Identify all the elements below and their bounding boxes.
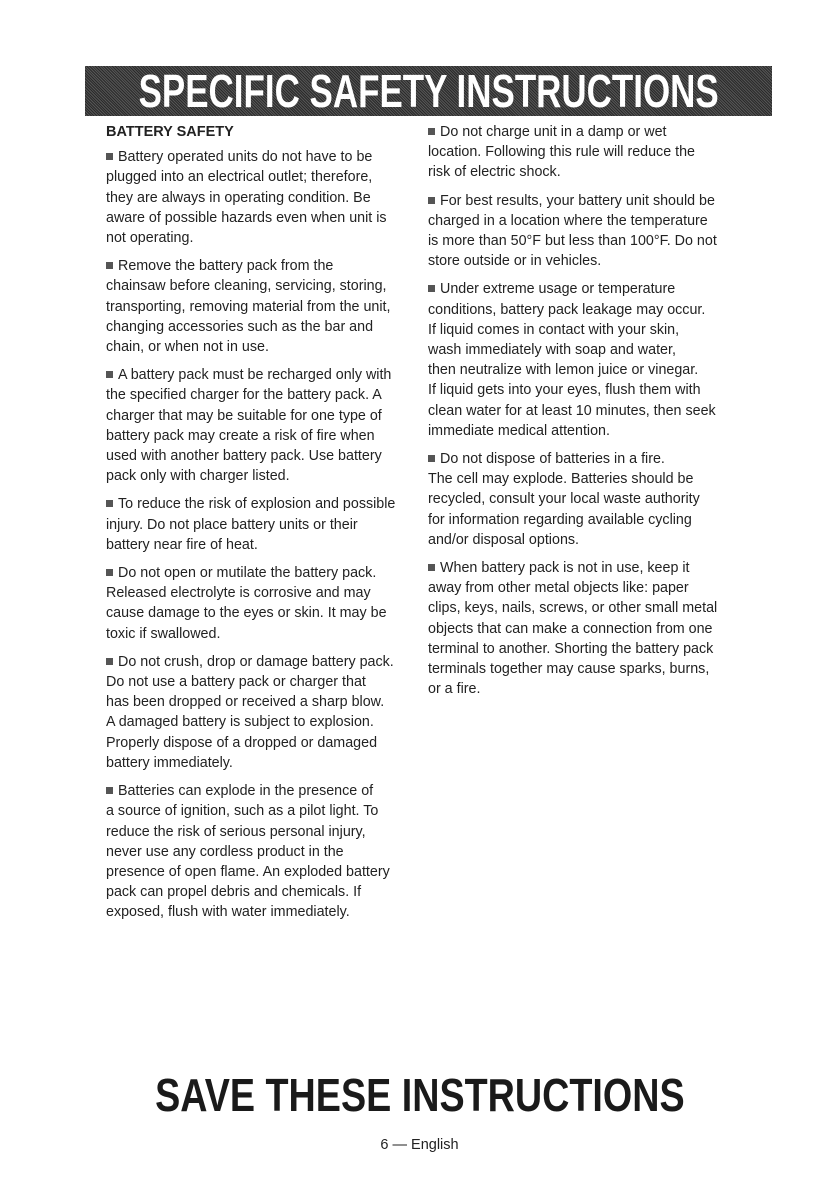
text-line: cause damage to the eyes or skin. It may be bbox=[106, 605, 387, 622]
text-line: charger that may be suitable for one type of bbox=[106, 407, 382, 424]
text-line: is more than 50°F but less than 100°F. Do not bbox=[428, 233, 717, 250]
text-line: The cell may explode. Batteries should be bbox=[428, 471, 694, 488]
text-line: Do not use a battery pack or charger that bbox=[106, 674, 366, 691]
text-line: Properly dispose of a dropped or damaged bbox=[106, 734, 378, 751]
text-line: wash immediately with soap and water, bbox=[428, 342, 676, 359]
bullet-square-icon bbox=[106, 371, 113, 378]
bullet-square-icon bbox=[106, 153, 113, 160]
text-line: If liquid comes in contact with your skin, bbox=[428, 321, 680, 338]
text-line: battery immediately. bbox=[106, 754, 233, 771]
bullet-square-icon bbox=[428, 197, 435, 204]
bullet-paragraph bbox=[428, 558, 748, 699]
bullet-paragraph bbox=[106, 652, 426, 773]
bullet-paragraph bbox=[106, 365, 426, 486]
bullet-paragraph bbox=[106, 147, 426, 248]
text-line: Batteries can explode in the presence of bbox=[106, 781, 426, 801]
text-line: A damaged battery is subject to explosion. bbox=[106, 714, 374, 731]
text-line: not operating. bbox=[106, 230, 194, 247]
text-line: for information regarding available cycling bbox=[428, 511, 692, 528]
text-line: Do not open or mutilate the battery pack. bbox=[106, 563, 426, 583]
text-line: aware of possible hazards even when unit is bbox=[106, 209, 387, 226]
text-line: recycled, consult your local waste authority bbox=[428, 491, 700, 508]
page-footer: 6 — English bbox=[380, 1137, 459, 1153]
bullet-square-icon bbox=[428, 285, 435, 292]
text-line: Under extreme usage or temperature bbox=[428, 279, 748, 299]
text-line: the specified charger for the battery pack. A bbox=[106, 387, 382, 404]
text-line: For best results, your battery unit should be bbox=[428, 191, 748, 211]
text-line: objects that can make a connection from one bbox=[428, 620, 713, 637]
text-line: plugged into an electrical outlet; therefore, bbox=[106, 169, 373, 186]
save-title: SAVE THESE INSTRUCTIONS bbox=[154, 1069, 685, 1121]
text-line: has been dropped or received a sharp blow. bbox=[106, 694, 385, 711]
bullet-paragraph bbox=[428, 279, 748, 441]
bullet-square-icon bbox=[428, 455, 435, 462]
text-line: or a fire. bbox=[428, 681, 481, 698]
text-line: never use any cordless product in the bbox=[106, 843, 344, 860]
text-line: transporting, removing material from the unit, bbox=[106, 298, 391, 315]
text-line: toxic if swallowed. bbox=[106, 625, 221, 642]
bullet-square-icon bbox=[106, 500, 113, 507]
text-line: To reduce the risk of explosion and possible bbox=[106, 494, 426, 514]
text-line: chain, or when not in use. bbox=[106, 339, 269, 356]
text-line: chainsaw before cleaning, servicing, storing, bbox=[106, 278, 387, 295]
text-line: pack can propel debris and chemicals. If bbox=[106, 884, 362, 901]
text-line: away from other metal objects like: paper bbox=[428, 580, 689, 597]
text-line: pack only with charger listed. bbox=[106, 468, 290, 485]
text-line: Do not charge unit in a damp or wet bbox=[428, 122, 748, 142]
bullet-paragraph bbox=[106, 494, 426, 555]
text-line: injury. Do not place battery units or their bbox=[106, 516, 358, 533]
banner-title: SPECIFIC SAFETY INSTRUCTIONS bbox=[138, 66, 719, 116]
text-line: Do not crush, drop or damage battery pack. bbox=[106, 652, 426, 672]
battery-safety-heading: BATTERY SAFETY bbox=[106, 124, 234, 140]
text-line: location. Following this rule will reduce the bbox=[428, 144, 696, 161]
bullet-paragraph bbox=[428, 449, 748, 550]
text-line: terminal to another. Shorting the battery pack bbox=[428, 640, 714, 657]
text-line: A battery pack must be recharged only with bbox=[106, 365, 426, 385]
text-line: When battery pack is not in use, keep it bbox=[428, 558, 748, 578]
right-column bbox=[428, 122, 748, 707]
text-line: terminals together may cause sparks, burns, bbox=[428, 661, 710, 678]
save-instructions-heading bbox=[0, 1068, 839, 1122]
text-line: exposed, flush with water immediately. bbox=[106, 904, 350, 921]
text-line: reduce the risk of serious personal injury, bbox=[106, 823, 366, 840]
bullet-square-icon bbox=[106, 787, 113, 794]
bullet-square-icon bbox=[106, 658, 113, 665]
text-line: used with another battery pack. Use battery bbox=[106, 448, 382, 465]
bullet-paragraph bbox=[428, 191, 748, 272]
text-line: risk of electric shock. bbox=[428, 164, 561, 181]
bullet-paragraph bbox=[106, 563, 426, 644]
left-column bbox=[106, 122, 426, 931]
bullet-paragraph bbox=[106, 256, 426, 357]
text-line: a source of ignition, such as a pilot light. To bbox=[106, 803, 379, 820]
text-line: they are always in operating condition. Be bbox=[106, 189, 371, 206]
text-line: clips, keys, nails, screws, or other small metal bbox=[428, 600, 718, 617]
text-line: immediate medical attention. bbox=[428, 422, 610, 439]
text-line: presence of open flame. An exploded battery bbox=[106, 863, 390, 880]
bullet-square-icon bbox=[428, 128, 435, 135]
text-line: charged in a location where the temperature bbox=[428, 212, 708, 229]
text-line: store outside or in vehicles. bbox=[428, 253, 602, 270]
text-line: battery near fire of heat. bbox=[106, 536, 258, 553]
text-line: Do not dispose of batteries in a fire. bbox=[428, 449, 748, 469]
section-banner bbox=[85, 66, 772, 116]
text-line: changing accessories such as the bar and bbox=[106, 318, 374, 335]
bullet-square-icon bbox=[106, 262, 113, 269]
bullet-square-icon bbox=[106, 569, 113, 576]
text-line: and/or disposal options. bbox=[428, 531, 580, 548]
text-line: Released electrolyte is corrosive and may bbox=[106, 585, 371, 602]
bullet-square-icon bbox=[428, 564, 435, 571]
text-line: Battery operated units do not have to be bbox=[106, 147, 426, 167]
bullet-paragraph bbox=[106, 781, 426, 922]
bullet-paragraph bbox=[428, 122, 748, 183]
text-line: clean water for at least 10 minutes, then seek bbox=[428, 402, 716, 419]
text-line: conditions, battery pack leakage may occur. bbox=[428, 301, 706, 318]
text-line: Remove the battery pack from the bbox=[106, 256, 426, 276]
text-line: battery pack may create a risk of fire when bbox=[106, 427, 375, 444]
text-line: If liquid gets into your eyes, flush them with bbox=[428, 382, 701, 399]
text-line: then neutralize with lemon juice or vinegar. bbox=[428, 362, 699, 379]
